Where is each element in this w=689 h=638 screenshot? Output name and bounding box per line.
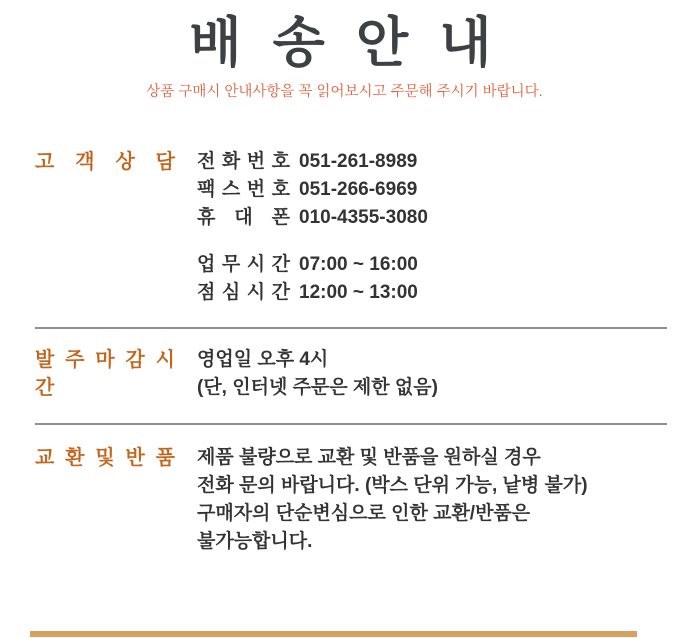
exchange-return-line: 불가능합니다. (197, 531, 313, 553)
section-order-deadline (0, 346, 689, 402)
fax-number-key: 팩 스 번 호 (197, 179, 290, 201)
exchange-return-line: 구매자의 단순변심으로 인한 교환/반품은 (197, 503, 531, 525)
exchange-return-content (197, 444, 588, 556)
order-deadline-line: 영업일 오후 4시 (197, 349, 329, 371)
business-hours-row (197, 251, 428, 279)
fax-number-value: 051-266-6969 (299, 179, 418, 201)
mobile-number-row (197, 204, 428, 232)
phone-number-value: 051-261-8989 (299, 151, 418, 173)
fax-number-row (197, 176, 428, 204)
customer-service-content (197, 148, 428, 307)
exchange-return-line: 제품 불량으로 교환 및 반품을 원하실 경우 (197, 447, 541, 469)
blank-line (197, 232, 428, 251)
phone-number-row (197, 148, 428, 176)
page-title: 배 송 안 내 (189, 13, 500, 73)
order-deadline-note: (단, 인터넷 주문은 제한 없음) (197, 377, 438, 399)
order-deadline-content (197, 346, 438, 402)
mobile-number-key: 휴 대 폰 (197, 207, 290, 229)
lunch-hours-value: 12:00 ~ 13:00 (299, 282, 418, 304)
section-divider (35, 423, 667, 425)
customer-service-label: 고 객 상 담 (35, 151, 175, 174)
order-deadline-label: 발 주 마 감 시 간 (35, 349, 175, 400)
mobile-number-value: 010-4355-3080 (299, 207, 428, 229)
lunch-hours-row (197, 279, 428, 307)
lunch-hours-key: 점 심 시 간 (197, 282, 290, 304)
bottom-accent-bar (30, 631, 637, 637)
business-hours-value: 07:00 ~ 16:00 (299, 254, 418, 276)
phone-number-key: 전 화 번 호 (197, 151, 290, 173)
exchange-return-line: 전화 문의 바랍니다. (박스 단위 가능, 낱병 불가) (197, 475, 588, 497)
section-divider (35, 327, 667, 329)
page-subtitle: 상품 구매시 안내사항을 꼭 읽어보시고 주문해 주시기 바랍니다. (146, 84, 543, 101)
business-hours-key: 업 무 시 간 (197, 254, 290, 276)
exchange-return-label: 교 환 및 반 품 (35, 447, 175, 470)
section-exchange-return (0, 444, 689, 556)
section-customer-service (0, 148, 689, 307)
